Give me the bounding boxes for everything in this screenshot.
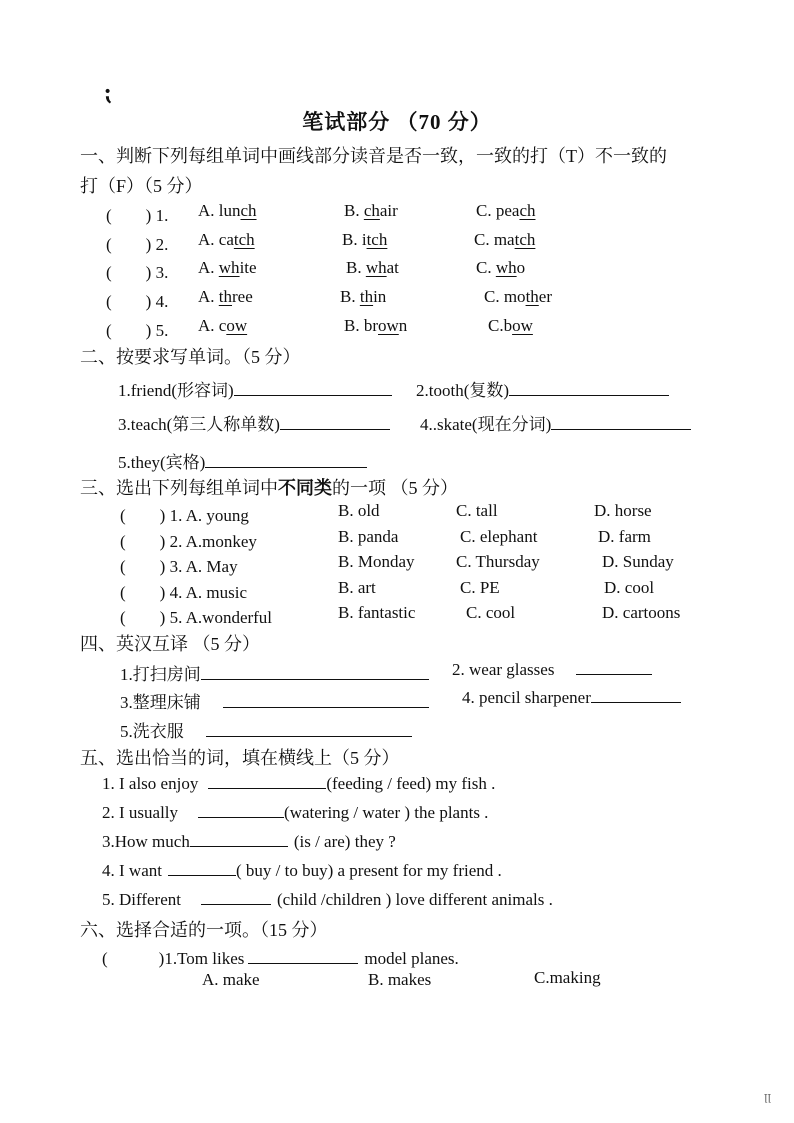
answer-blank[interactable] (248, 962, 358, 964)
answer-blank[interactable] (205, 466, 367, 468)
answer-blank[interactable] (223, 706, 429, 708)
answer-blank[interactable] (201, 678, 429, 680)
s3-row-5-c: C. cool (466, 603, 516, 622)
s1-row-4-c: C. mother (484, 287, 553, 306)
s1-row-5-c: C.bow (488, 316, 533, 335)
section-4-heading: 四、英汉互译 （5 分） (80, 634, 260, 654)
s1-row-3-c: C. who (476, 258, 526, 277)
s3-row-5-b: B. fantastic (338, 603, 416, 622)
answer-blank[interactable] (551, 428, 691, 430)
s5-q3: 3.How much (is / are) they ? (102, 832, 396, 851)
s3-row-3-b: B. Monday (338, 552, 415, 571)
page-corner-mark: ꞁꞁ (764, 1091, 772, 1103)
s5-q1: 1. I also enjoy (feeding / feed) my fish . (102, 774, 496, 793)
s3-row-1-b: B. old (338, 501, 380, 520)
s1-row-3: ( ) 3. (106, 263, 169, 282)
s1-row-4: ( ) 4. (106, 292, 169, 311)
s4-q2: 2. wear glasses (452, 660, 652, 680)
s2-q4: 4..skate(现在分词) (420, 410, 691, 435)
s3-row-1-a: ( ) 1. A. young (120, 506, 249, 525)
answer-blank[interactable] (208, 787, 326, 789)
question-number: ( ) 1. (106, 206, 169, 225)
section-6-heading: 六、选择合适的一项。（15 分） (80, 920, 328, 940)
s3-row-4-b: B. art (338, 578, 376, 597)
s1-row-4-a: A. three (198, 287, 253, 306)
answer-blank[interactable] (190, 845, 288, 847)
s5-q5: 5. Different (child /children ) love different animals . (102, 890, 553, 909)
section-5-heading: 五、选出恰当的词，填在横线上（5 分） (80, 748, 400, 768)
s3-row-1-d: D. horse (594, 501, 652, 520)
s3-row-2-a: ( ) 2. A.monkey (120, 532, 257, 551)
s5-q4: 4. I want ( buy / to buy) a present for my friend . (102, 861, 502, 880)
s4-q3: 3.整理床铺 (120, 688, 429, 713)
answer-blank[interactable] (201, 903, 271, 905)
s1-row-1-b: B. chair (344, 201, 398, 220)
s3-row-3-c: C. Thursday (456, 552, 540, 571)
s1-row-3-a: A. white (198, 258, 257, 277)
s1-row-3-b: B. what (346, 258, 399, 277)
page-title: 笔试部分 （70 分） (302, 110, 492, 134)
s6-q1-option-c: C.making (534, 968, 601, 987)
s1-row-1 (106, 201, 168, 226)
answer-blank[interactable] (591, 701, 681, 703)
s1-row-5-a: A. cow (198, 316, 248, 335)
s3-row-2-d: D. farm (598, 527, 651, 546)
s4-q4: 4. pencil sharpener (462, 688, 681, 708)
s1-row-5-b: B. brown (344, 316, 408, 335)
s2-q3: 3.teach(第三人称单数) (118, 410, 390, 435)
s3-row-4-d: D. cool (604, 578, 655, 597)
answer-blank[interactable] (576, 673, 652, 675)
s1-row-2: ( ) 2. (106, 235, 169, 254)
s2-q5: 5.they(宾格) (118, 448, 367, 473)
corner-mark: ⁏ (105, 80, 114, 105)
s1-row-5: ( ) 5. (106, 321, 169, 340)
answer-blank[interactable] (198, 816, 284, 818)
s1-row-2-a: A. catch (198, 230, 255, 249)
s3-row-3-d: D. Sunday (602, 552, 674, 571)
answer-blank[interactable] (280, 428, 390, 430)
s3-row-2-c: C. elephant (460, 527, 538, 546)
s1-row-2-b: B. itch (342, 230, 388, 249)
answer-blank[interactable] (168, 874, 236, 876)
s3-row-4-c: C. PE (460, 578, 500, 597)
section-1-heading: 一、判断下列每组单词中画线部分读音是否一致，一致的打（T）不一致的 (80, 146, 667, 166)
s6-q1-option-b: B. makes (368, 970, 432, 989)
s3-row-4-a: ( ) 4. A. music (120, 583, 248, 602)
section-3-heading: 三、选出下列每组单词中不同类的一项 （5 分） (80, 478, 458, 498)
s2-q2: 2.tooth(复数) (416, 376, 669, 401)
answer-blank[interactable] (206, 735, 412, 737)
s4-q1: 1.打扫房间 (120, 660, 429, 685)
s3-row-1-c: C. tall (456, 501, 498, 520)
s6-q1: ( )1.Tom likes model planes. (102, 949, 459, 968)
section-2-heading: 二、按要求写单词。（5 分） (80, 347, 301, 367)
s6-q1-option-a: A. make (202, 970, 260, 989)
s1-row-2-c: C. match (474, 230, 536, 249)
s1-row-4-b: B. thin (340, 287, 387, 306)
answer-blank[interactable] (234, 394, 392, 396)
s3-row-2-b: B. panda (338, 527, 399, 546)
s3-row-3-a: ( ) 3. A. May (120, 557, 238, 576)
s3-row-5-d: D. cartoons (602, 603, 681, 622)
s3-row-5-a: ( ) 5. A.wonderful (120, 608, 273, 627)
answer-blank[interactable] (509, 394, 669, 396)
s5-q2: 2. I usually (watering / water ) the plants . (102, 803, 489, 822)
s2-q1: 1.friend(形容词) (118, 376, 392, 401)
section-1-heading-cont: 打（F）（5 分） (80, 176, 203, 196)
s1-row-1-c: C. peach (476, 201, 536, 220)
s1-row-1-a: A. lunch (198, 201, 257, 220)
s4-q5: 5.洗衣服 (120, 717, 412, 742)
